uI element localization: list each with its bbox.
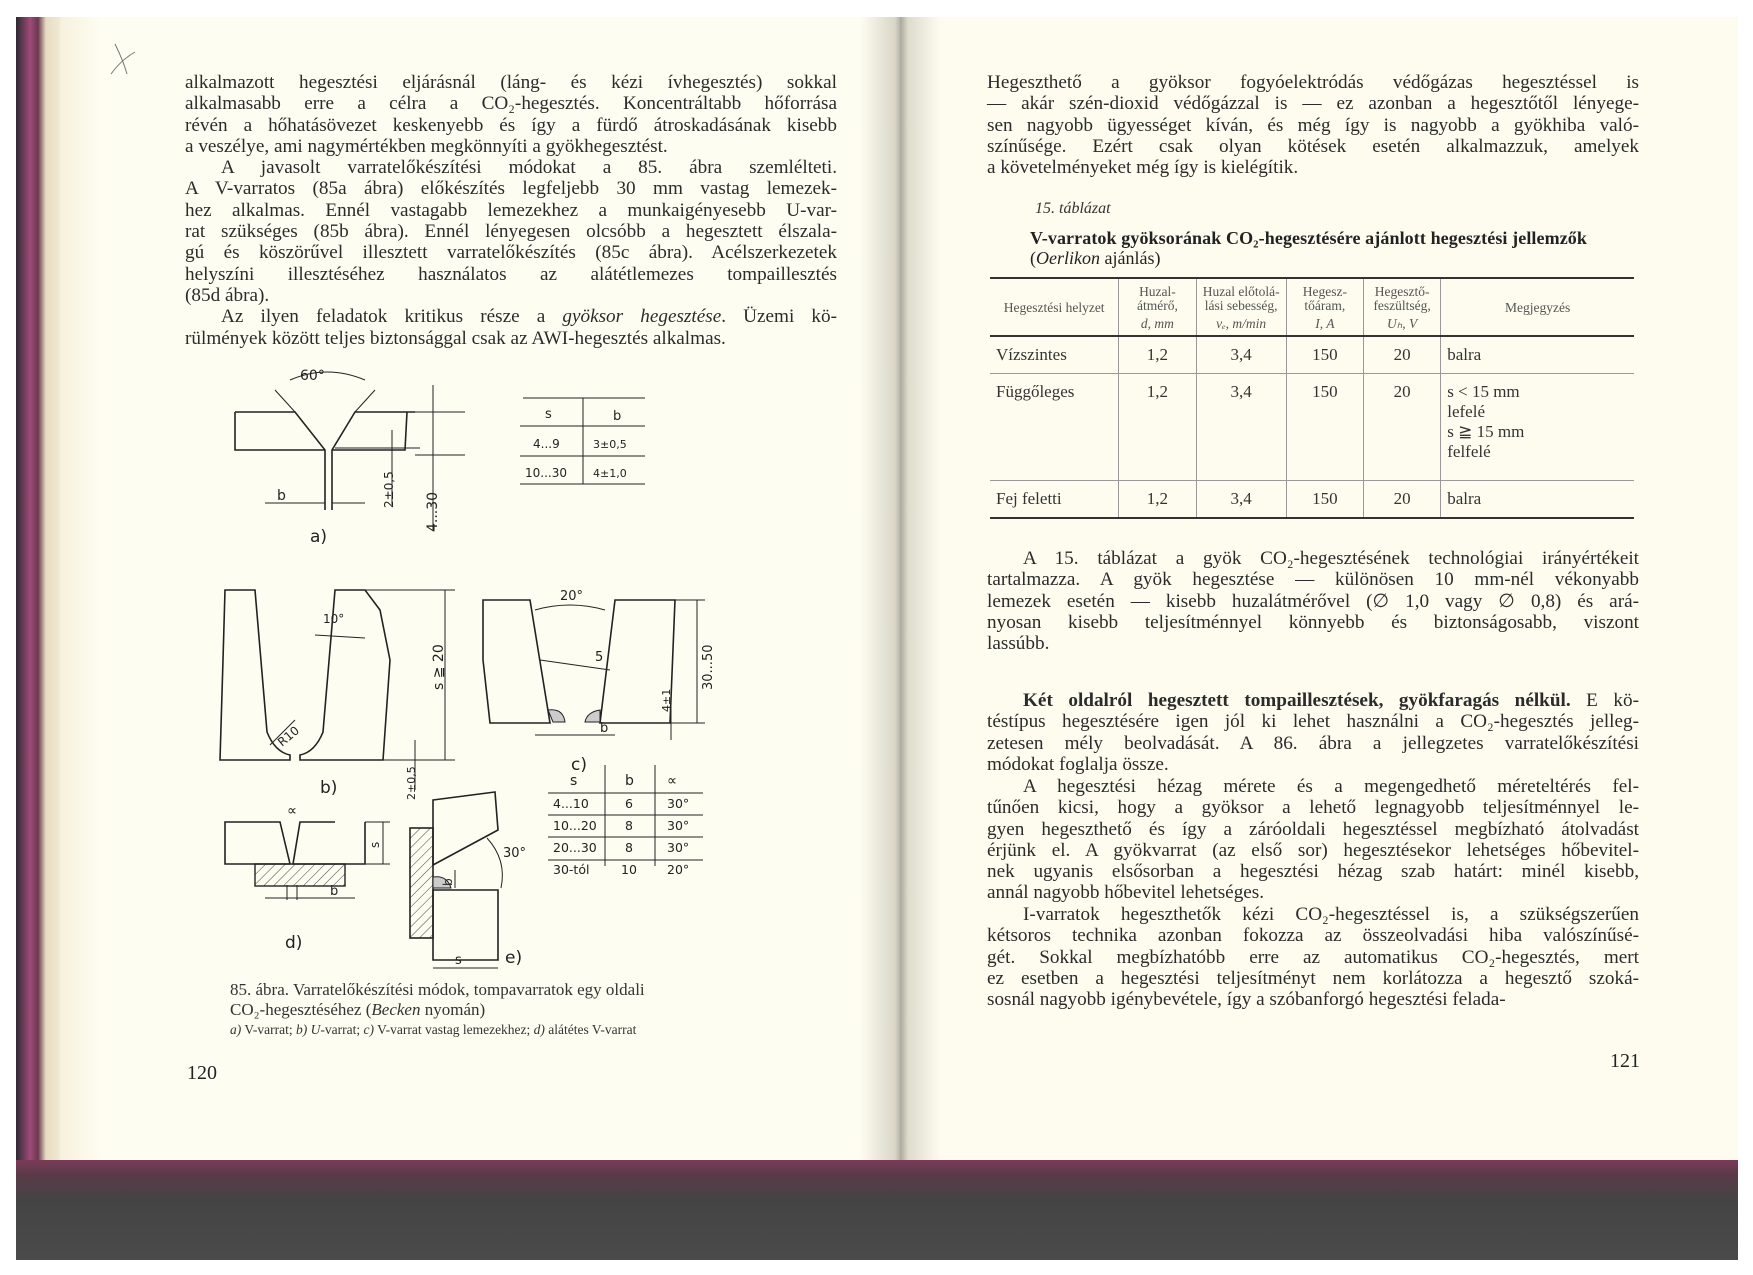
figure-e-label: e) (505, 948, 523, 968)
table-cell-note: s < 15 mm lefelé s ≧ 15 mm felfelé (1441, 374, 1634, 481)
figure-caption (230, 980, 790, 1040)
table-cell: Fej feletti (990, 481, 1119, 519)
table-de-cell: 30° (667, 840, 690, 855)
caption-key: d) (533, 1022, 545, 1037)
text-line: színűsége. Ezért csak olyan kötések esetén alkalmazzuk, amelyek (987, 135, 1639, 157)
text-line: alkalmasabb erre a célra a CO₂-hegesztés. Koncentráltabb hőforrása (185, 93, 837, 115)
figure-d-label: d) (285, 933, 303, 953)
table-cell: 20 (1363, 481, 1440, 519)
figure-a-root-face: 2±0,5 (382, 471, 396, 508)
table-cell-note: balra (1441, 336, 1634, 374)
caption-sublegend: a) V-varrat; b) U-varrat; c) V-varrat vastag lemezekhez; d) alátétes V-varrat (230, 1022, 637, 1037)
text-line: zetesen mély beolvadását. A 86. ábra a jellegzetes varratelőkészítési (987, 732, 1639, 754)
text-line: hez alkalmas. Ennél vastagabb lemezekhez a munkaigényesebb U-var- (185, 199, 837, 221)
table-cell: Függőleges (990, 374, 1119, 481)
table-a-cell: 4±1,0 (593, 467, 627, 480)
text-line: a követelményeket még így is kielégítik. (987, 157, 1299, 179)
caption-line-1: 85. ábra. Varratelőkészítési módok, tompavarratok egy oldali (230, 980, 645, 999)
figure-c-gap-label: b (600, 721, 609, 736)
table-cell-note: balra (1441, 481, 1634, 519)
table-de-cell: 10...20 (553, 818, 597, 833)
table-cell: 150 (1286, 336, 1363, 374)
table-a-cell: 3±0,5 (593, 438, 627, 451)
caption-key: c) (363, 1022, 374, 1037)
table-cell: Vízszintes (990, 336, 1119, 374)
text-line: rülmények között teljes biztonsággal csak az AWI-hegesztés alkalmas. (185, 327, 726, 349)
table-header: Huzal előtolá-lási sebesség, vₑ, m/min (1196, 278, 1286, 336)
text-line: A 15. táblázat a gyök CO₂-hegesztésének technológiai irányértékeit (1023, 548, 1639, 569)
table-cell: 20 (1363, 374, 1440, 481)
table-cell: 3,4 (1196, 481, 1286, 519)
section-heading: Két oldalról hegesztett tompaillesztések, gyökfaragás nélkül. (1023, 690, 1571, 711)
table-number: 15. táblázat (1035, 200, 1111, 217)
table-de-cell: 30-tól (553, 862, 590, 877)
table-row (990, 481, 1634, 519)
table-header: Hegesztési helyzet (1003, 300, 1105, 315)
text-line: — akár szén-dioxid védőgázzal is — ez azonban a hegesztőtől lényege- (987, 93, 1639, 115)
right-intro-text (987, 72, 1639, 178)
table-cell: 1,2 (1119, 374, 1196, 481)
table-header: Huzal-átmérő, d, mm (1119, 278, 1196, 336)
text-line: kétsoros technika azonban fokozza az összeolvadási hiba valószínűsé- (987, 925, 1639, 947)
table-a-header-s: s (545, 407, 552, 422)
table-de (553, 773, 689, 877)
table-de-cell: 30° (667, 796, 690, 811)
text-line: tűnően kicsi, hogy a gyöksor a lehető legnagyobb teljesítménnyel le- (987, 797, 1639, 819)
table-cell: 1,2 (1119, 336, 1196, 374)
figure-d-thickness: s (368, 841, 382, 848)
book-cover-bottom (16, 1160, 1738, 1260)
table-de-cell: 8 (625, 818, 633, 833)
text-line: lassúbb. (987, 633, 1050, 655)
figure-e-thickness: s (455, 953, 462, 968)
text-line: gyen hegeszthető és így a záróoldali hegesztéssel megbízható átolvadást (987, 818, 1639, 840)
figure-b-root-face: 2±0,5 (405, 766, 418, 800)
table-row (990, 336, 1634, 374)
text-line: helyszíni illesztéséhez használatos az alátétlemezes tompaillesztés (185, 263, 837, 285)
table-a-header-b: b (613, 409, 622, 424)
text-line: érjünk el. A gyökvarrat (az első sor) hegesztésekor lehetséges hőbevitel- (987, 839, 1639, 861)
figure-a-gap-label: b (277, 488, 286, 504)
table-de-cell: 20...30 (553, 840, 597, 855)
figure-a-angle: 60° (300, 368, 325, 384)
text-line: révén a hőhatásövezet keskenyebb és így a fürdő átroskadásának kisebb (185, 114, 837, 136)
text-line: sen nagyobb ügyességet kíván, és még így is nagyobb a gyökhiba való- (987, 114, 1639, 136)
table-cell: 150 (1286, 481, 1363, 519)
table-cell: 150 (1286, 374, 1363, 481)
table-cell: 3,4 (1196, 336, 1286, 374)
table-de-cell: 4...10 (553, 796, 589, 811)
figure-c-root: 4±1 (660, 688, 673, 712)
figure-e-angle: 30° (503, 846, 527, 861)
table-title (1030, 228, 1587, 268)
table-de-cell: 10 (621, 862, 637, 877)
text-line: sosnál nagyobb igénybevétele, így a szóbanforgó hegesztési felada- (987, 989, 1506, 1011)
table-de-cell: 6 (625, 796, 633, 811)
caption-key: b) (296, 1022, 308, 1037)
text-line: A hegesztési hézag mérete és a megengedhető méreteltérés fel- (1023, 776, 1639, 797)
figure-d-gap-label: b (330, 884, 339, 899)
text-line: Két oldalról hegesztett tompaillesztések, gyökfaragás nélkül. E kö- (1023, 690, 1639, 711)
figure-c-label: c) (571, 755, 587, 775)
table-de-cell: 30° (667, 818, 690, 833)
figure-c-groove (483, 600, 705, 740)
page-number-right: 121 (1610, 1050, 1640, 1072)
text-line: módokat foglalja össze. (987, 753, 1169, 775)
page-number-left: 120 (187, 1062, 217, 1084)
table-de-header: s (570, 773, 578, 789)
figure-a-thickness: 4...30 (425, 491, 441, 532)
right-paragraph-2 (987, 548, 1639, 654)
table-cell: 20 (1363, 336, 1440, 374)
figure-b-label: b) (320, 778, 338, 798)
italic-phrase: gyöksor hegesztése (562, 306, 722, 328)
figure-b-angle: 10° (323, 612, 345, 626)
caption-line-2: CO₂-hegesztéséhez (Becken nyomán) (230, 1000, 486, 1019)
table-de-header: b (625, 773, 634, 789)
table-15 (990, 277, 1634, 519)
caption-key: a) (230, 1022, 242, 1037)
text-line: nek ugyanis elsősorban a hegesztési hézag szab határt: minél kisebb, (987, 861, 1639, 883)
text-line: A javasolt varratelőkészítési módokat a 85. ábra szemlélteti. (221, 157, 837, 179)
book-page-edges (16, 17, 66, 1177)
figure-85 (215, 360, 775, 980)
table-row (990, 374, 1634, 481)
text-line: (85d ábra). (185, 284, 270, 306)
text-line: I-varratok hegeszthetők kézi CO₂-hegesztéssel is, a szükségszerűen (1023, 904, 1639, 925)
figure-e-gap-label: b (441, 878, 455, 886)
figure-d-backing (225, 822, 390, 900)
figure-e-corner (410, 792, 502, 968)
text-line: gú és köszörűvel illesztett varratelőkészítés (85c ábra). Acélszerkezetek (185, 242, 837, 264)
figure-c-thickness: 30...50 (701, 644, 716, 690)
text-line: a veszélye, ami nagymértékben megkönnyíti a gyökhegesztést. (185, 135, 668, 157)
figure-b-radius: R10 (274, 723, 303, 750)
table-a-cell: 4...9 (533, 437, 560, 451)
caption-key: U (310, 1022, 321, 1037)
text-line: gét. Sokkal megbízhatóbb erre az automatikus CO₂-hegesztés, mert (987, 946, 1639, 968)
text-line: rat szükséges (85b ábra). Ennél lényegesen olcsóbb a hegesztett élszala- (185, 221, 837, 243)
pen-mark-icon (105, 40, 145, 80)
text-line: téstípus hegesztésére igen jól ki lehet használni a CO₂-hegesztés jelleg- (987, 711, 1639, 733)
figure-b-thickness: s ≧ 20 (431, 644, 447, 690)
text-line: ez esetben a hegesztési teljesítményt nem korlátozza a hegesztő szoká- (987, 967, 1639, 989)
text-line: tartalmazza. A gyök hegesztése — különösen 10 mm-nél vékonyabb (987, 569, 1639, 591)
figure-a-label: a) (310, 527, 328, 547)
table-source: (Oerlikon ajánlás) (1030, 248, 1161, 268)
text-line: lemezek esetén — kisebb huzalátmérővel (∅ 1,0 vagy ∅ 0,8) és ará- (987, 590, 1639, 612)
right-paragraph-4 (987, 776, 1639, 904)
text-line: Az ilyen feladatok kritikus része a gyöksor hegesztése. Üzemi kö- (221, 306, 837, 328)
table-header: Hegesztő-feszültség, Uₕ, V (1363, 278, 1440, 336)
table-title-main: V-varratok gyöksorának CO₂-hegesztésére ajánlott hegesztési jellemzők (1030, 228, 1588, 248)
table-header: Megjegyzés (1441, 278, 1634, 336)
figure-c-angle: 20° (560, 589, 584, 604)
table-de-cell: 20° (667, 862, 690, 877)
text-line: nyosan kisebb teljesítménnyel könnyebb és biztonságosabb, viszont (987, 611, 1639, 633)
table-cell: 1,2 (1119, 481, 1196, 519)
text-line: alkalmazott hegesztési eljárásnál (láng- és kézi ívhegesztés) sokkal (185, 72, 837, 93)
right-paragraph-5 (987, 904, 1639, 1010)
table-header: Hegesz-tőáram, I, A (1286, 278, 1363, 336)
right-paragraph-3 (987, 690, 1639, 775)
text-line: annál nagyobb hőbevitel lehetséges. (987, 882, 1265, 904)
table-cell: 3,4 (1196, 374, 1286, 481)
figure-c-land: 5 (595, 650, 604, 665)
table-de-header: ∝ (667, 773, 678, 789)
text-line: A V-varratos (85a ábra) előkészítés legfeljebb 30 mm vastag lemezek- (185, 178, 837, 200)
left-body-text (185, 72, 837, 349)
text-line: Hegeszthető a gyöksor fogyóelektródás védőgázas hegesztéssel is (987, 72, 1639, 93)
table-de-cell: 8 (625, 840, 633, 855)
table-a-cell: 10...30 (525, 466, 567, 480)
figure-d-angle: ∝ (287, 803, 298, 819)
